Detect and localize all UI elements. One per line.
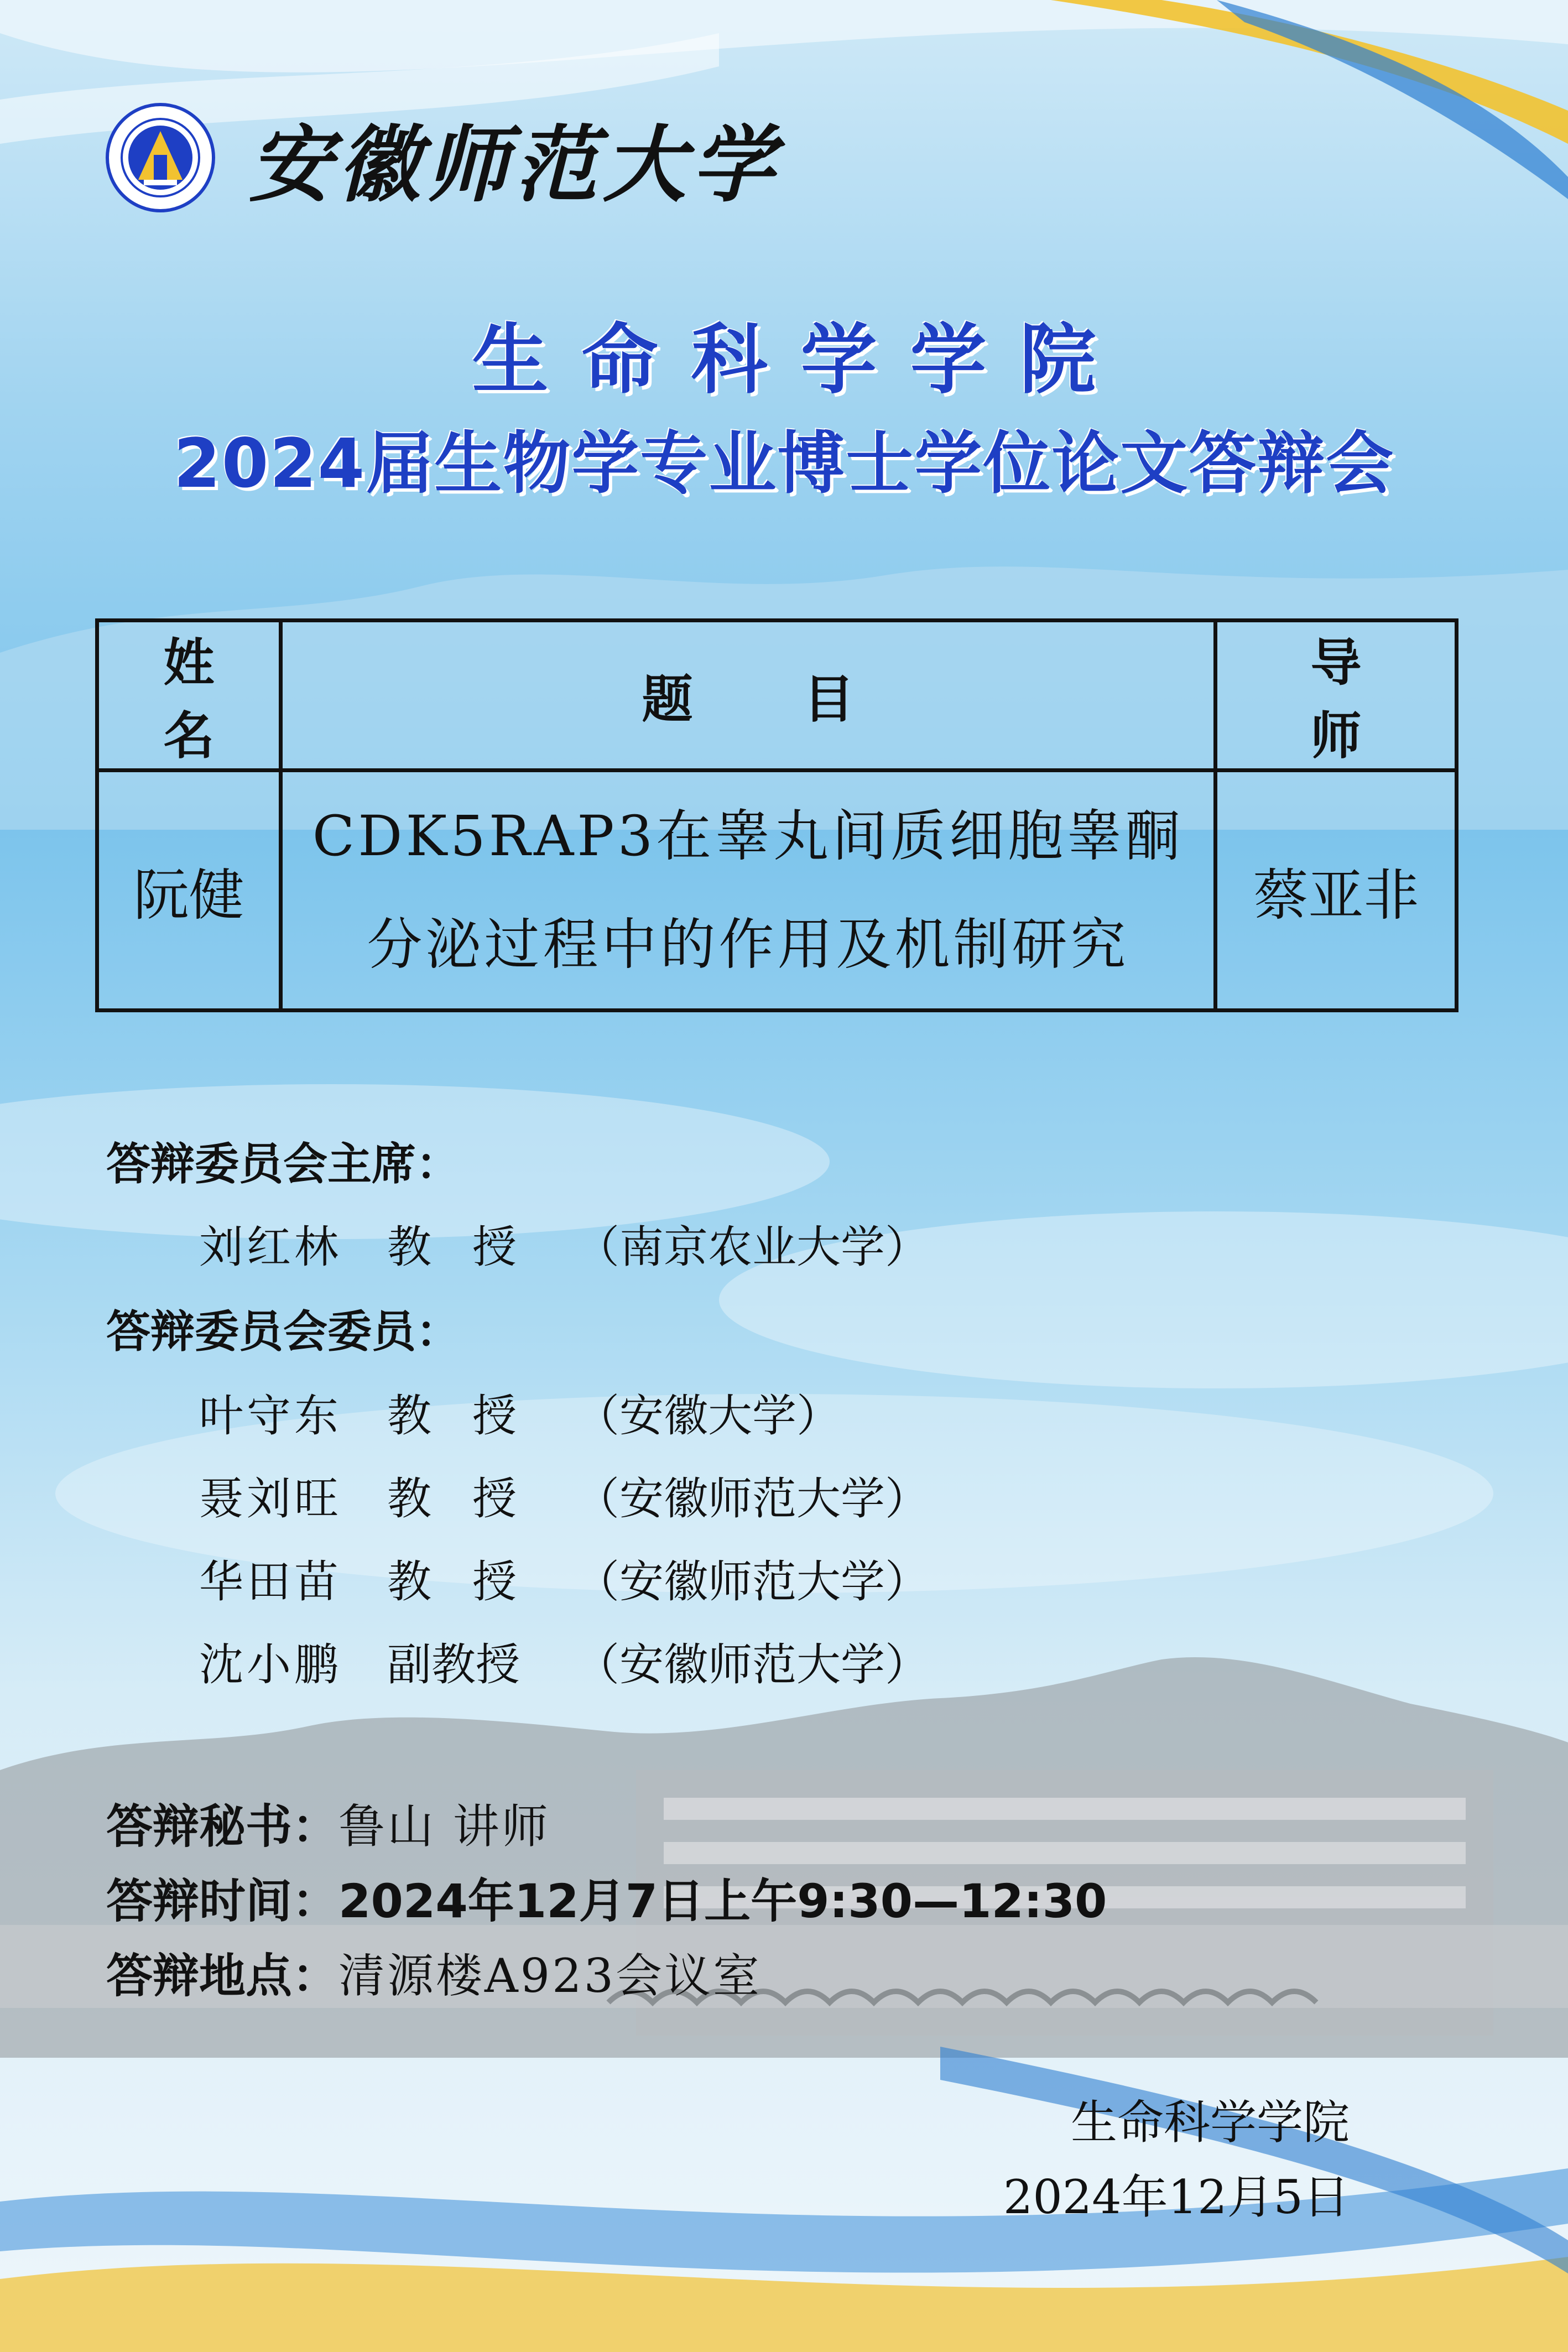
header-name: 姓名 — [97, 621, 281, 771]
footer-date: 2024年12月5日 — [1003, 2170, 1350, 2224]
committee-chair — [199, 1211, 929, 1275]
university-name: 安徽师范大学 — [249, 116, 780, 214]
member-title: 教授 — [387, 1390, 558, 1442]
member-name: 沈小鹏 — [199, 1639, 342, 1690]
member-org: （安徽大学） — [575, 1390, 841, 1442]
secretary-value: 鲁山 讲师 — [338, 1799, 550, 1854]
student-name: 阮健 — [97, 771, 281, 1011]
secretary-label: 答辩秘书： — [106, 1799, 339, 1854]
time-label: 答辩时间： — [106, 1874, 339, 1928]
member-org: （安徽师范大学） — [575, 1639, 929, 1690]
committee-member — [199, 1546, 929, 1610]
member-title: 教授 — [387, 1473, 558, 1524]
committee-member — [199, 1629, 929, 1693]
member-name: 华田苗 — [199, 1556, 342, 1607]
member-org: （南京农业大学） — [575, 1221, 929, 1273]
time-line — [106, 1864, 1107, 1931]
advisor-name: 蔡亚非 — [1216, 771, 1457, 1011]
thesis-table — [95, 618, 1458, 1012]
committee-chair-label: 答辩委员会主席： — [106, 1138, 460, 1190]
secretary-line — [106, 1789, 550, 1856]
table-row — [97, 771, 1457, 1011]
university-header — [105, 102, 780, 213]
time-value: 2024年12月7日上午9:30—12:30 — [338, 1874, 1107, 1928]
member-title: 教授 — [387, 1556, 558, 1607]
member-name: 聂刘旺 — [199, 1473, 342, 1524]
thesis-topic-line2: 分泌过程中的作用及机制研究 — [367, 912, 1129, 977]
footer-org: 生命科学学院 — [1070, 2095, 1350, 2150]
committee-member — [199, 1380, 841, 1444]
member-name: 叶守东 — [199, 1390, 342, 1442]
member-title: 教授 — [387, 1221, 558, 1273]
header-title: 题目 — [281, 621, 1216, 771]
table-header-row — [97, 621, 1457, 771]
member-name: 刘红林 — [199, 1221, 342, 1273]
university-seal-icon — [105, 102, 216, 213]
member-title: 副教授 — [387, 1639, 520, 1690]
thesis-topic — [281, 771, 1216, 1011]
member-org: （安徽师范大学） — [575, 1473, 929, 1524]
event-title-line1: 生命科学学院 — [472, 315, 1129, 404]
place-line — [106, 1939, 762, 2006]
member-org: （安徽师范大学） — [575, 1556, 929, 1607]
place-value: 清源楼A923会议室 — [338, 1949, 762, 2003]
header-advisor: 导师 — [1216, 621, 1457, 771]
place-label: 答辩地点： — [106, 1949, 339, 2003]
event-title-line2: 2024届生物学专业博士学位论文答辩会 — [173, 424, 1395, 503]
committee-members-label: 答辩委员会委员： — [106, 1306, 460, 1357]
thesis-topic-line1: CDK5RAP3在睾丸间质细胞睾酮 — [312, 803, 1184, 868]
committee-member — [199, 1463, 929, 1527]
